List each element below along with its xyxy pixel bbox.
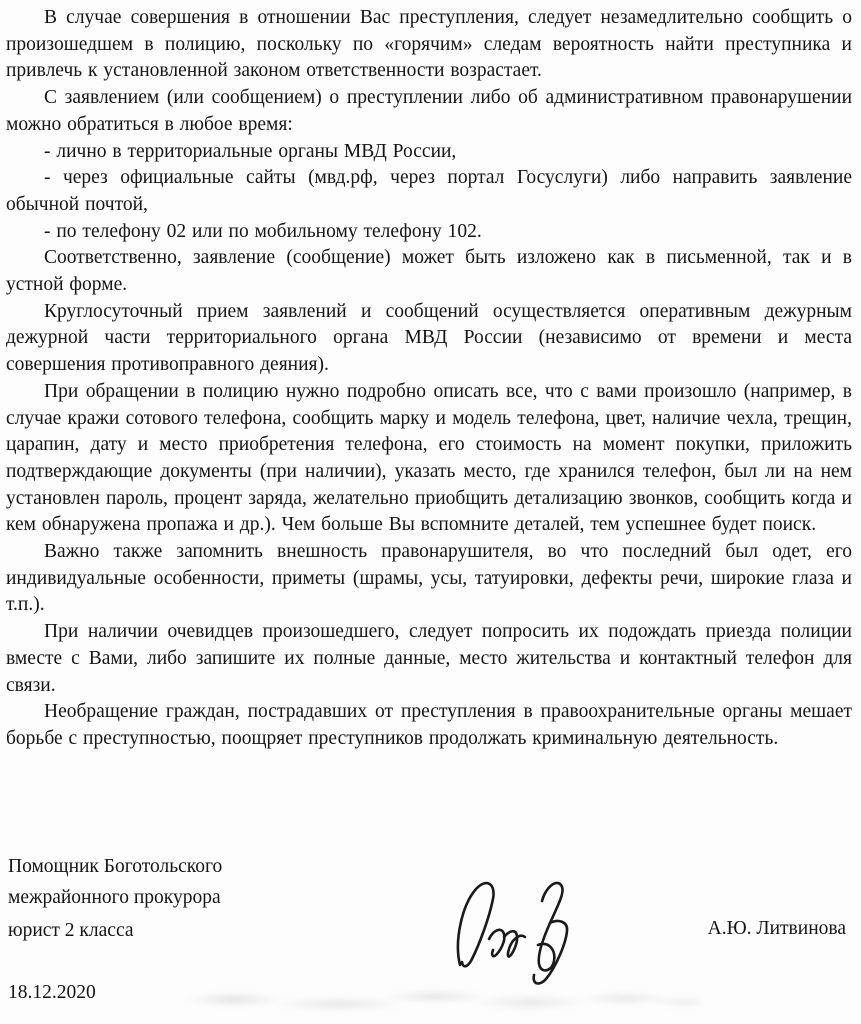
paragraph: В случае совершения в отношении Вас преступления, следует незамедлительно сообщить о произошедшем в полицию, поскольку по «горячим» следам вероятность найти преступника и привлечь к установленной законом ответственности возрастает.	[6, 7, 852, 82]
paragraph: Круглосуточный прием заявлений и сообщений осуществляется оперативным дежурным дежурной части территориального органа МВД России (независимо от времени и места совершения противоправного деяния).	[6, 300, 852, 376]
signoff-position-line1: Помощник Боготольского	[8, 856, 223, 877]
paragraph: При обращении в полицию нужно подробно описать все, что с вами произошло (например, в случае кражи сотового телефона, сообщить марку и модель телефона, цвет, наличие чехла, трещин, царапин, дату и место приобретения телефона, его стоимость на момент покупки, приложить подтверждающие документы (при наличии), указать место, где хранился телефон, был ли на нем установлен пароль, процент заряда, желательно приобщить детализацию звонков, сообщить когда и кем обнаружена пропажа и др.). Чем больше Вы вспомните деталей, тем успешнее будет поиск.	[6, 380, 852, 536]
paragraph: - лично в территориальные органы МВД России,	[44, 140, 457, 162]
paragraph: - по телефону 02 или по мобильному телефону 102.	[44, 220, 482, 242]
document-date: 18.12.2020	[8, 982, 96, 1003]
signoff-position	[8, 851, 222, 913]
signoff-rank: юрист 2 класса	[8, 920, 134, 941]
signoff-name: А.Ю. Литвинова	[707, 918, 846, 939]
paragraph: Соответственно, заявление (сообщение) может быть изложено как в письменной, так и в устной форме.	[6, 247, 852, 296]
paragraph: Важно также запомнить внешность правонарушителя, во что последний был одет, его индивидуальные особенности, приметы (шрамы, усы, татуировки, дефекты речи, широкие глаза и т.п.).	[6, 541, 852, 616]
signature	[446, 875, 596, 990]
signoff-position-line2: межрайонного прокурора	[8, 887, 221, 908]
paragraph: С заявлением (или сообщением) о преступлении либо об административном правонарушении можно обратиться в любое время:	[6, 87, 852, 135]
paragraph: Необращение граждан, пострадавших от преступления в правоохранительные органы мешает борьбе с преступностью, поощряет преступников продолжать криминальную деятельность.	[6, 701, 852, 749]
paragraph: - через официальные сайты (мвд.рф, через портал Госуслуги) либо направить заявление обычной почтой,	[6, 167, 852, 215]
scan-artifact-smudge	[170, 986, 700, 1016]
paragraph: При наличии очевидцев произошедшего, следует попросить их подождать приезда полиции вместе с Вами, либо запишите их полные данные, место жительства и контактный телефон для связи.	[6, 621, 852, 696]
document-body	[6, 5, 852, 753]
